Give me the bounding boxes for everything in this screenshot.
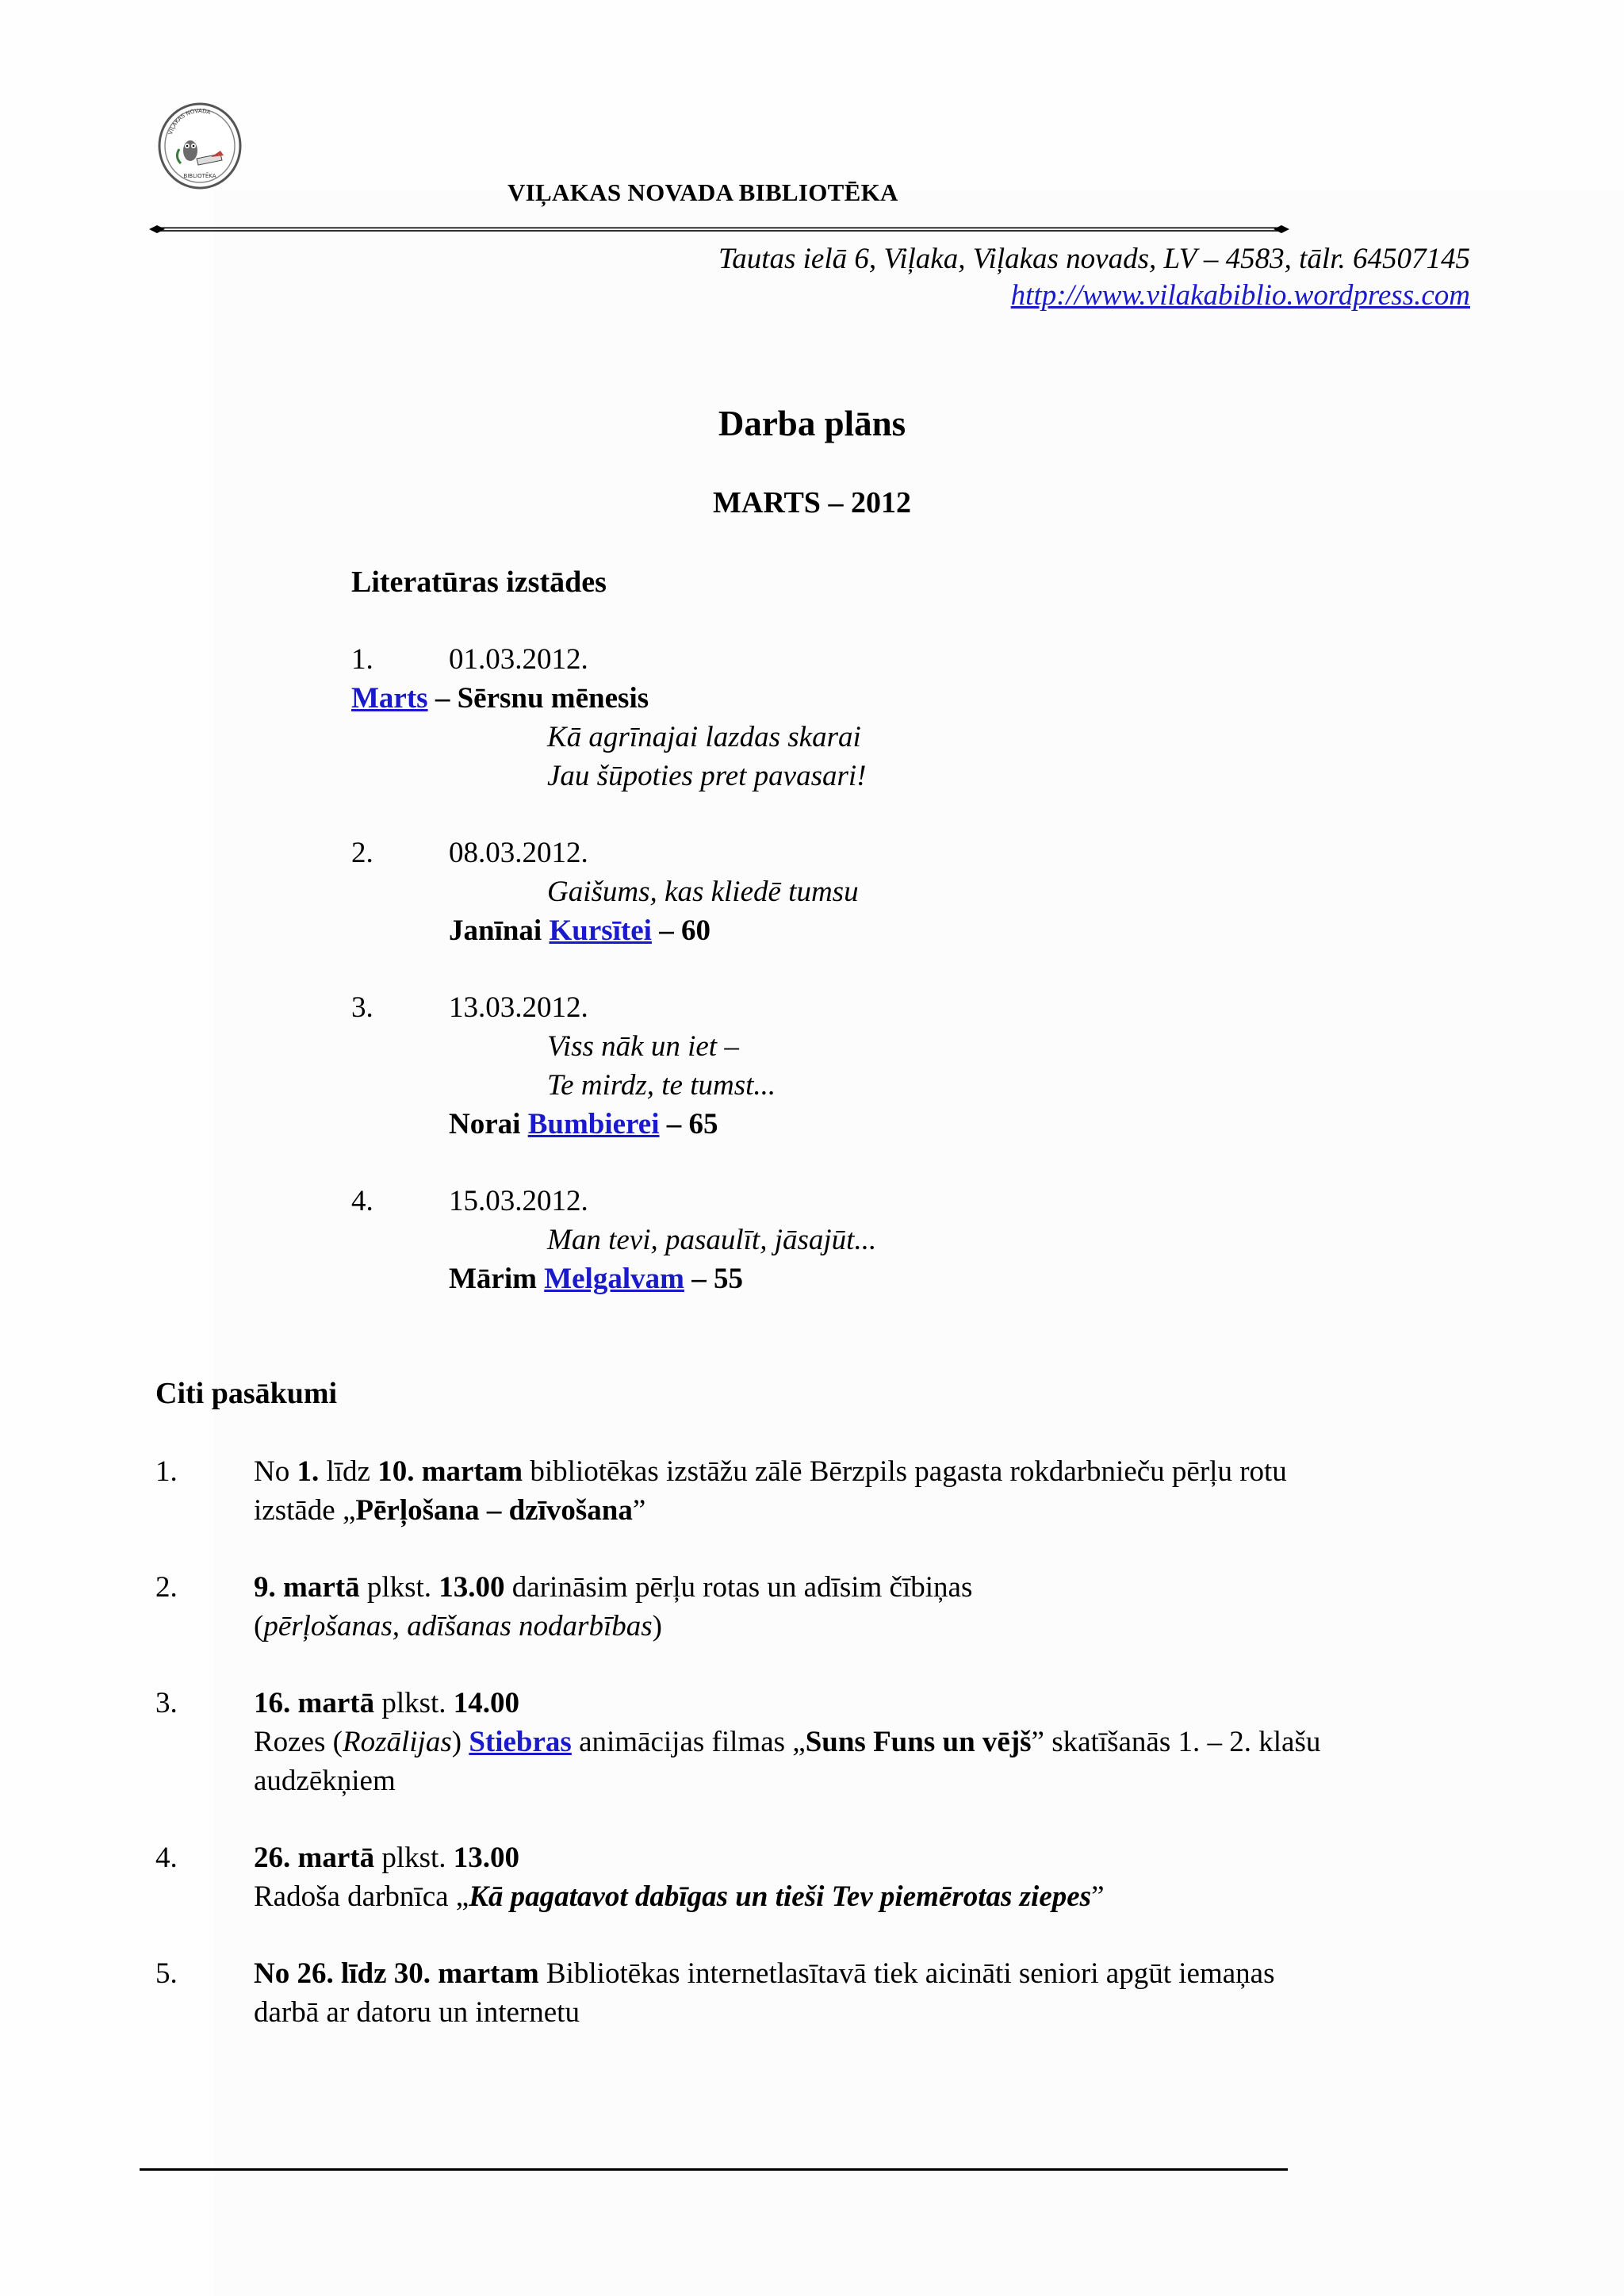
website-link[interactable]: http://www.vilakabiblio.wordpress.com [1010,279,1470,312]
header-divider [149,225,1289,233]
event-line: Radoša darbnīca „Kā pagatavot dabīgas un tieši Tev piemērotas ziepes” [254,1880,1105,1913]
organization-name: VIĻAKAS NOVADA BIBLIOTĒKA [508,178,898,206]
exhibition-date: 15.03.2012. [449,1185,588,1217]
marts-link[interactable]: Marts [351,682,428,715]
event-line: No 1. līdz 10. martam bibliotēkas izstāžu zālē Bērzpils pagasta rokdarbnieču pērļu rotu [254,1455,1287,1488]
quote-line: Viss nāk un iet – [547,1030,739,1063]
dedication [449,911,710,950]
event-number: 2. [155,1571,178,1604]
event-number: 5. [155,1957,178,1990]
event-line: No 26. līdz 30. martam Bibliotēkas internetlasītavā tiek aicināti seniori apgūt iemaņas [254,1957,1275,1990]
address-line: Tautas ielā 6, Viļaka, Viļakas novads, LV – 4583, tālr. 64507145 [718,243,1470,275]
kursitei-link[interactable]: Kursītei [549,914,652,947]
melgalvam-link[interactable]: Melgalvam [544,1263,684,1295]
exhibition-number: 3. [351,991,373,1024]
dedication-age: – 55 [684,1263,743,1295]
quote-line: Kā agrīnajai lazdas skarai [547,721,861,753]
contact-block [718,241,1470,314]
event-line: 16. martā plkst. 14.00 [254,1687,520,1719]
event-number: 1. [155,1455,178,1488]
page-title: Darba plāns [718,404,906,443]
library-logo [157,102,243,190]
exhibition-date: 13.03.2012. [449,991,588,1024]
event-number: 4. [155,1842,178,1874]
exhibition-date: 01.03.2012. [449,643,588,676]
dedication-name: Janīnai [449,914,550,947]
event-line: darbā ar datoru un internetu [254,1996,580,2029]
bumbierei-link[interactable]: Bumbierei [527,1108,660,1140]
dedication-name: Norai [449,1108,528,1140]
event-line: 9. martā plkst. 13.00 darināsim pērļu rotas un adīsim čībiņas [254,1571,973,1604]
event-line: izstāde „Pērļošana – dzīvošana” [254,1494,646,1527]
exhibition-number: 4. [351,1185,373,1217]
headline-rest: – Sērsnu mēnesis [427,682,649,715]
quote-line: Gaišums, kas kliedē tumsu [547,876,859,908]
dedication-age: – 60 [651,914,710,947]
dedication [449,1259,743,1298]
exhibitions-heading: Literatūras izstādes [351,565,607,599]
dedication-name: Mārim [449,1263,545,1295]
event-line: Rozes (Rozālijas) Stiebras animācijas filmas „Suns Funs un vējš” skatīšanās 1. – 2. klašu [254,1726,1321,1758]
quote-line: Man tevi, pasaulīt, jāsajūt... [547,1224,877,1256]
footer-divider [140,2168,1288,2171]
event-line: 26. martā plkst. 13.00 [254,1842,520,1874]
quote-line: Te mirdz, te tumst... [547,1069,776,1102]
logo-arc-text: VIĻAKAS NOVADA [167,107,212,136]
event-number: 3. [155,1687,178,1719]
logo-bottom-text: BIBLIOTĒKA [183,173,216,179]
stiebras-link[interactable]: Stiebras [469,1726,572,1758]
event-line: audzēkņiem [254,1765,396,1797]
exhibition-number: 2. [351,837,373,869]
exhibition-date: 08.03.2012. [449,837,588,869]
event-line: (pērļošanas, adīšanas nodarbības) [254,1610,662,1642]
dedication [449,1105,718,1144]
events-heading: Citi pasākumi [155,1377,338,1410]
dedication-age: – 65 [659,1108,718,1140]
page-subtitle: MARTS – 2012 [713,486,911,519]
exhibition-number: 1. [351,643,373,676]
exhibition-headline [351,679,649,718]
quote-line: Jau šūpoties pret pavasari! [547,760,867,792]
